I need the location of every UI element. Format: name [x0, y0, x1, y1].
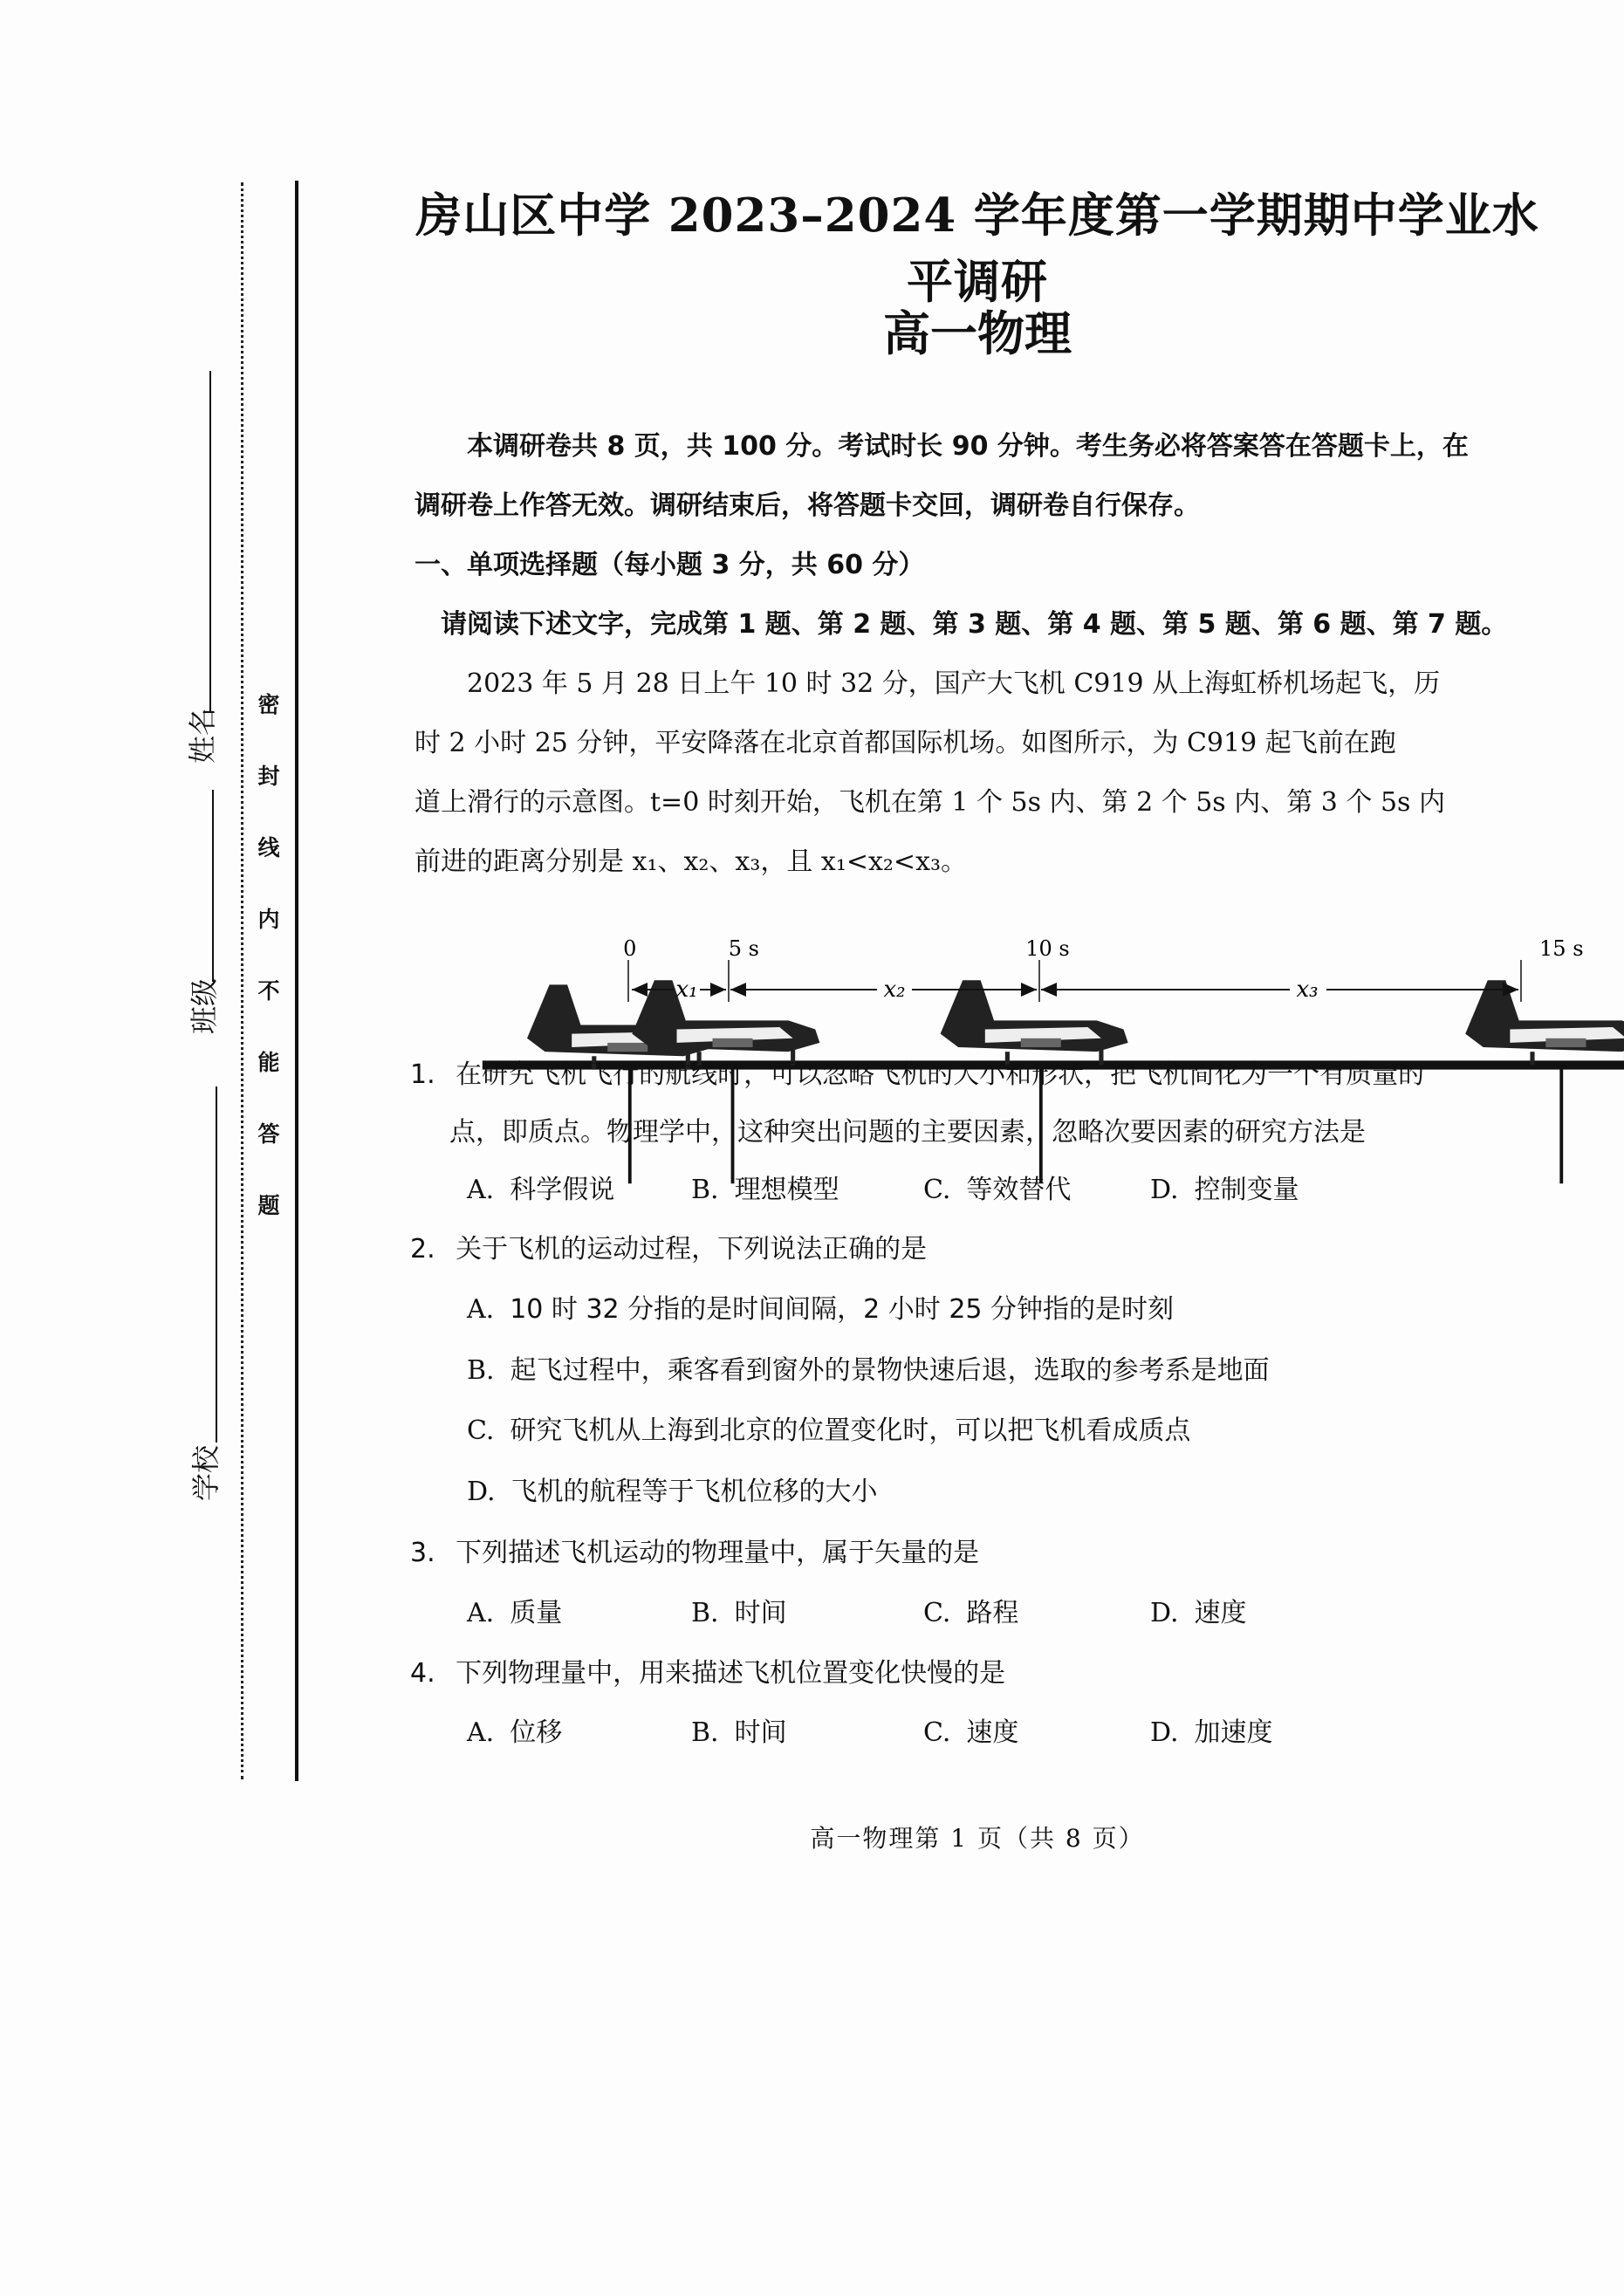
question-number: 2.	[410, 1234, 435, 1265]
option-b[interactable]	[467, 1348, 1270, 1387]
name-label: 姓名	[186, 707, 220, 764]
option-letter: B.	[691, 1598, 719, 1628]
dotted-seal-line	[241, 182, 243, 1779]
option-text: 速度	[1194, 1598, 1247, 1628]
question-2	[410, 1227, 927, 1265]
time-label: 10 s	[1025, 936, 1070, 962]
option-text: 质量	[510, 1598, 563, 1628]
passage	[415, 655, 1549, 892]
option-letter: D.	[1150, 1598, 1179, 1628]
option-letter: B.	[691, 1175, 719, 1205]
option-b[interactable]	[691, 1710, 787, 1749]
question-number: 1.	[410, 1059, 435, 1090]
option-text: 等效替代	[966, 1175, 1072, 1205]
option-d[interactable]	[1150, 1710, 1273, 1749]
option-letter: C.	[467, 1415, 495, 1446]
school-label: 学校	[189, 1444, 223, 1502]
option-letter: D.	[1150, 1717, 1179, 1748]
seal-char: 密	[257, 692, 280, 717]
section-lead	[415, 595, 1549, 655]
option-b[interactable]	[691, 1591, 787, 1629]
time-label: 15 s	[1539, 936, 1584, 962]
time-label: 0	[623, 936, 637, 962]
option-text: 时间	[734, 1717, 787, 1748]
option-letter: A.	[467, 1598, 495, 1628]
option-text: 加速度	[1194, 1717, 1273, 1748]
option-b[interactable]	[691, 1168, 839, 1206]
option-text: 时间	[734, 1598, 787, 1628]
passage-line: 道上滑行的示意图。t=0 时刻开始，飞机在第 1 个 5s 内、第 2 个 5s 内、第 3 个 5s 内	[415, 787, 1445, 818]
option-letter: A.	[467, 1717, 495, 1748]
option-text: 控制变量	[1194, 1175, 1299, 1205]
class-label: 班级	[188, 977, 222, 1035]
option-a[interactable]	[467, 1591, 562, 1629]
option-text: 研究飞机从上海到北京的位置变化时，可以把飞机看成质点	[510, 1415, 1191, 1446]
option-letter: B.	[467, 1355, 495, 1386]
option-text: 理想模型	[734, 1175, 839, 1205]
segment-label-x3: x₃	[1296, 977, 1319, 1003]
distance-arrows	[471, 960, 1562, 1004]
instructions-line-2: 调研卷上作答无效。调研结束后，将答题卡交回，调研卷自行保存。	[415, 490, 1200, 521]
class-fill-line-upper	[212, 790, 214, 982]
school-fill-line[interactable]	[216, 1086, 217, 1443]
option-c[interactable]	[923, 1591, 1018, 1629]
option-letter: C.	[923, 1598, 951, 1628]
option-text: 起飞过程中，乘客看到窗外的景物快速后退，选取的参考系是地面	[510, 1355, 1270, 1386]
seal-char: 答	[257, 1121, 280, 1147]
exam-subject: 高一物理	[883, 305, 1072, 361]
option-letter: C.	[923, 1717, 951, 1748]
option-letter: B.	[691, 1717, 719, 1748]
option-text: 路程	[966, 1598, 1019, 1628]
question-text: 在研究飞机飞行的航线时，可以忽略飞机的大小和形状，把飞机简化为一个有质量的	[456, 1059, 1425, 1090]
instructions	[415, 417, 1549, 536]
option-c[interactable]	[467, 1408, 1190, 1447]
question-number: 4.	[410, 1658, 435, 1689]
question-4	[410, 1651, 1005, 1689]
option-d[interactable]	[1150, 1168, 1299, 1206]
seal-char: 内	[257, 907, 280, 932]
option-d[interactable]	[467, 1470, 878, 1508]
name-fill-line[interactable]	[209, 371, 211, 711]
solid-margin-line	[295, 181, 298, 1781]
time-label: 5 s	[728, 936, 759, 962]
passage-line: 2023 年 5 月 28 日上午 10 时 32 分，国产大飞机 C919 从上海虹桥机场起飞，历	[467, 668, 1441, 699]
question-1-line-2: 点，即质点。物理学中，这种突出问题的主要因素，忽略次要因素的研究方法是	[449, 1117, 1366, 1148]
seal-char: 线	[257, 835, 280, 860]
question-text: 关于飞机的运动过程，下列说法正确的是	[456, 1234, 928, 1265]
option-c[interactable]	[923, 1710, 1018, 1749]
question-number: 3.	[410, 1538, 435, 1568]
section-heading: 一、单项选择题（每小题 3 分，共 60 分）	[415, 550, 925, 580]
segment-label-x2: x₂	[883, 977, 906, 1003]
segment-label-x1: x₁	[675, 977, 698, 1003]
option-text: 速度	[966, 1717, 1019, 1748]
question-3	[410, 1531, 979, 1569]
option-text: 10 时 32 分指的是时间间隔，2 小时 25 分钟指的是时刻	[510, 1294, 1175, 1325]
seal-char: 题	[257, 1193, 280, 1218]
passage-line: 前进的距离分别是 x₁、x₂、x₃，且 x₁<x₂<x₃。	[415, 846, 968, 877]
option-text: 飞机的航程等于飞机位移的大小	[510, 1477, 878, 1507]
option-letter: A.	[467, 1294, 495, 1325]
page-footer: 高一物理第 1 页（共 8 页）	[810, 1824, 1145, 1853]
seal-char: 不	[257, 978, 280, 1004]
exam-title: 房山区中学 2023–2024 学年度第一学期期中学业水平调研	[415, 188, 1539, 309]
instructions-line-1: 本调研卷共 8 页，共 100 分。考试时长 90 分钟。考生务必将答案答在答题卡上，在	[467, 431, 1469, 462]
option-text: 科学假说	[510, 1175, 615, 1205]
option-d[interactable]	[1150, 1591, 1247, 1629]
option-a[interactable]	[467, 1168, 614, 1206]
passage-line: 时 2 小时 25 分钟，平安降落在北京首都国际机场。如图所示，为 C919 起飞前在跑	[415, 728, 1396, 758]
seal-char: 封	[257, 764, 280, 789]
option-a[interactable]	[467, 1287, 1174, 1326]
section-lead-text: 请阅读下述文字，完成第 1 题、第 2 题、第 3 题、第 4 题、第 5 题、第 6 题、第 7 题。	[441, 609, 1508, 640]
option-c[interactable]	[923, 1168, 1071, 1206]
option-letter: C.	[923, 1175, 951, 1205]
option-letter: A.	[467, 1175, 495, 1205]
question-text: 下列描述飞机运动的物理量中，属于矢量的是	[456, 1538, 980, 1568]
option-a[interactable]	[467, 1710, 562, 1749]
option-letter: D.	[467, 1477, 496, 1507]
seal-char: 能	[257, 1050, 280, 1075]
question-text: 下列物理量中，用来描述飞机位置变化快慢的是	[456, 1658, 1006, 1689]
question-1	[410, 1052, 1424, 1091]
option-letter: D.	[1150, 1175, 1179, 1205]
option-text: 位移	[510, 1717, 563, 1748]
